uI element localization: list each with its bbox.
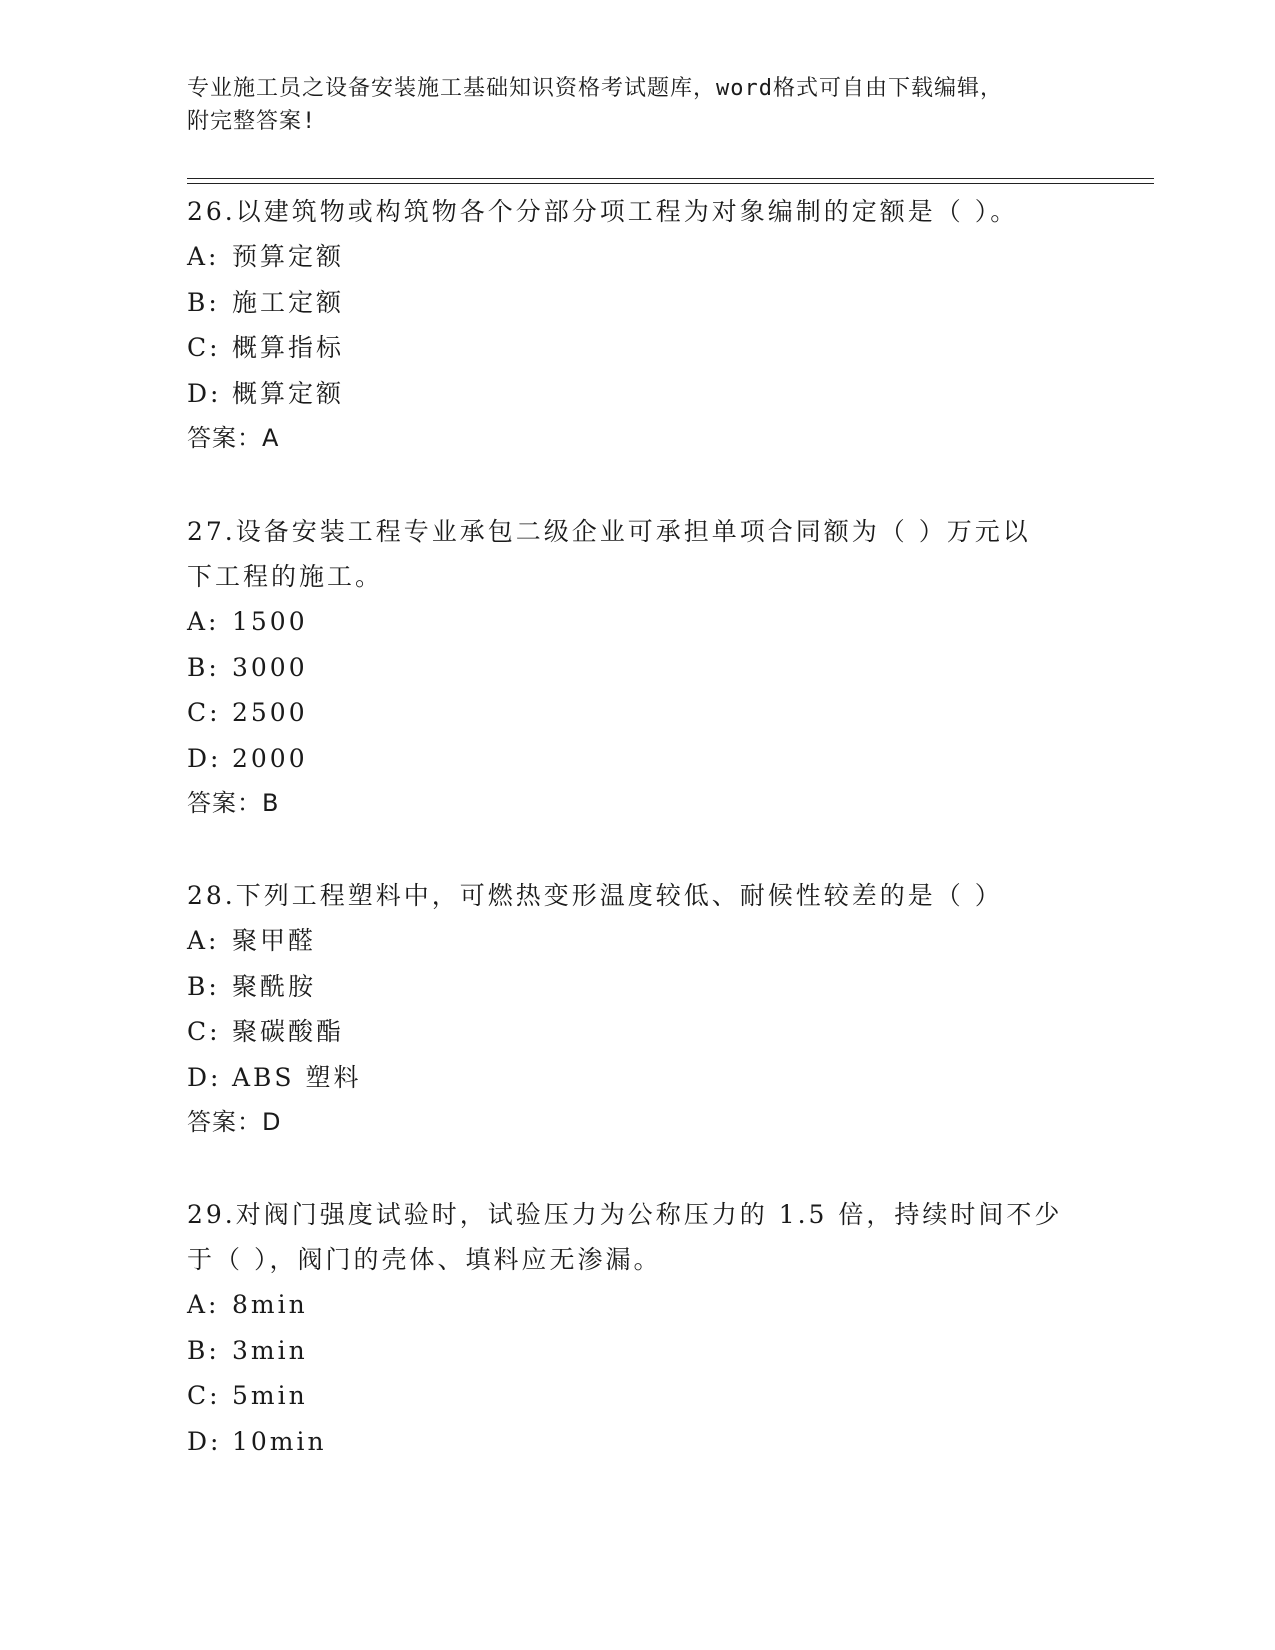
option-a	[187, 918, 1087, 964]
option-d	[187, 371, 1087, 417]
answer-line: 答案：A	[187, 424, 280, 452]
option-key: D:	[187, 378, 222, 408]
option-text: 聚酰胺	[232, 971, 317, 1001]
option-key: C:	[187, 1017, 221, 1046]
option-key: A:	[187, 242, 220, 271]
header-line-2: 附完整答案!	[187, 109, 317, 134]
option-key: B:	[187, 1335, 220, 1365]
question-stem: 28.下列工程塑料中，可燃热变形温度较低、耐候性较差的是（ ）	[187, 881, 1003, 910]
option-key: A:	[187, 607, 220, 636]
option-a	[187, 1282, 1087, 1328]
option-key: B:	[187, 652, 220, 682]
option-text: 聚碳酸酯	[232, 1017, 345, 1046]
option-d	[187, 736, 1087, 782]
option-d	[187, 1055, 1087, 1101]
option-key: B:	[187, 971, 220, 1001]
answer-line: 答案：B	[187, 789, 280, 817]
question-stem-line-1: 29.对阀门强度试验时，试验压力为公称压力的 1.5 倍，持续时间不少	[187, 1200, 1063, 1229]
option-key: A:	[187, 926, 220, 955]
option-key: D:	[187, 1062, 222, 1092]
option-b	[187, 280, 1087, 326]
option-c	[187, 325, 1087, 371]
header-divider-bottom	[187, 183, 1154, 184]
option-key: D:	[187, 743, 222, 773]
option-text: 施工定额	[232, 287, 345, 317]
option-c	[187, 1373, 1087, 1419]
header-divider-top	[187, 178, 1154, 179]
question-29	[187, 1192, 1087, 1464]
question-stem: 26.以建筑物或构筑物各个分部分项工程为对象编制的定额是（ ）。	[187, 197, 1019, 226]
option-text: ABS 塑料	[232, 1062, 362, 1092]
option-key: C:	[187, 333, 221, 362]
question-27	[187, 509, 1087, 826]
option-key: C:	[187, 698, 221, 727]
option-b	[187, 1328, 1087, 1374]
option-c	[187, 690, 1087, 736]
question-stem-line-2: 于（ ），阀门的壳体、填料应无渗漏。	[187, 1245, 662, 1274]
question-26	[187, 189, 1087, 461]
option-key: D:	[187, 1426, 222, 1456]
option-text: 2500	[232, 698, 308, 727]
option-text: 概算指标	[232, 333, 345, 362]
option-a	[187, 234, 1087, 280]
option-text: 聚甲醛	[232, 926, 317, 955]
option-text: 10min	[232, 1426, 327, 1456]
option-text: 8min	[232, 1290, 308, 1319]
header-line-1: 专业施工员之设备安装施工基础知识资格考试题库，word格式可自由下载编辑，	[187, 76, 1003, 101]
answer-line: 答案：D	[187, 1108, 282, 1136]
option-text: 1500	[232, 607, 308, 636]
document-header	[187, 72, 1067, 138]
option-text: 3000	[232, 652, 308, 682]
option-c	[187, 1009, 1087, 1055]
option-text: 概算定额	[232, 378, 345, 408]
question-28	[187, 873, 1087, 1145]
option-text: 预算定额	[232, 242, 345, 271]
option-b	[187, 645, 1087, 691]
option-text: 3min	[232, 1335, 308, 1365]
option-d	[187, 1419, 1087, 1465]
question-stem-line-1: 27.设备安装工程专业承包二级企业可承担单项合同额为（ ）万元以	[187, 517, 1031, 546]
option-key: B:	[187, 287, 220, 317]
option-key: A:	[187, 1290, 220, 1319]
option-a	[187, 599, 1087, 645]
option-text: 5min	[232, 1381, 308, 1410]
option-key: C:	[187, 1381, 221, 1410]
option-text: 2000	[232, 743, 308, 773]
question-stem-line-2: 下工程的施工。	[187, 562, 384, 591]
option-b	[187, 964, 1087, 1010]
